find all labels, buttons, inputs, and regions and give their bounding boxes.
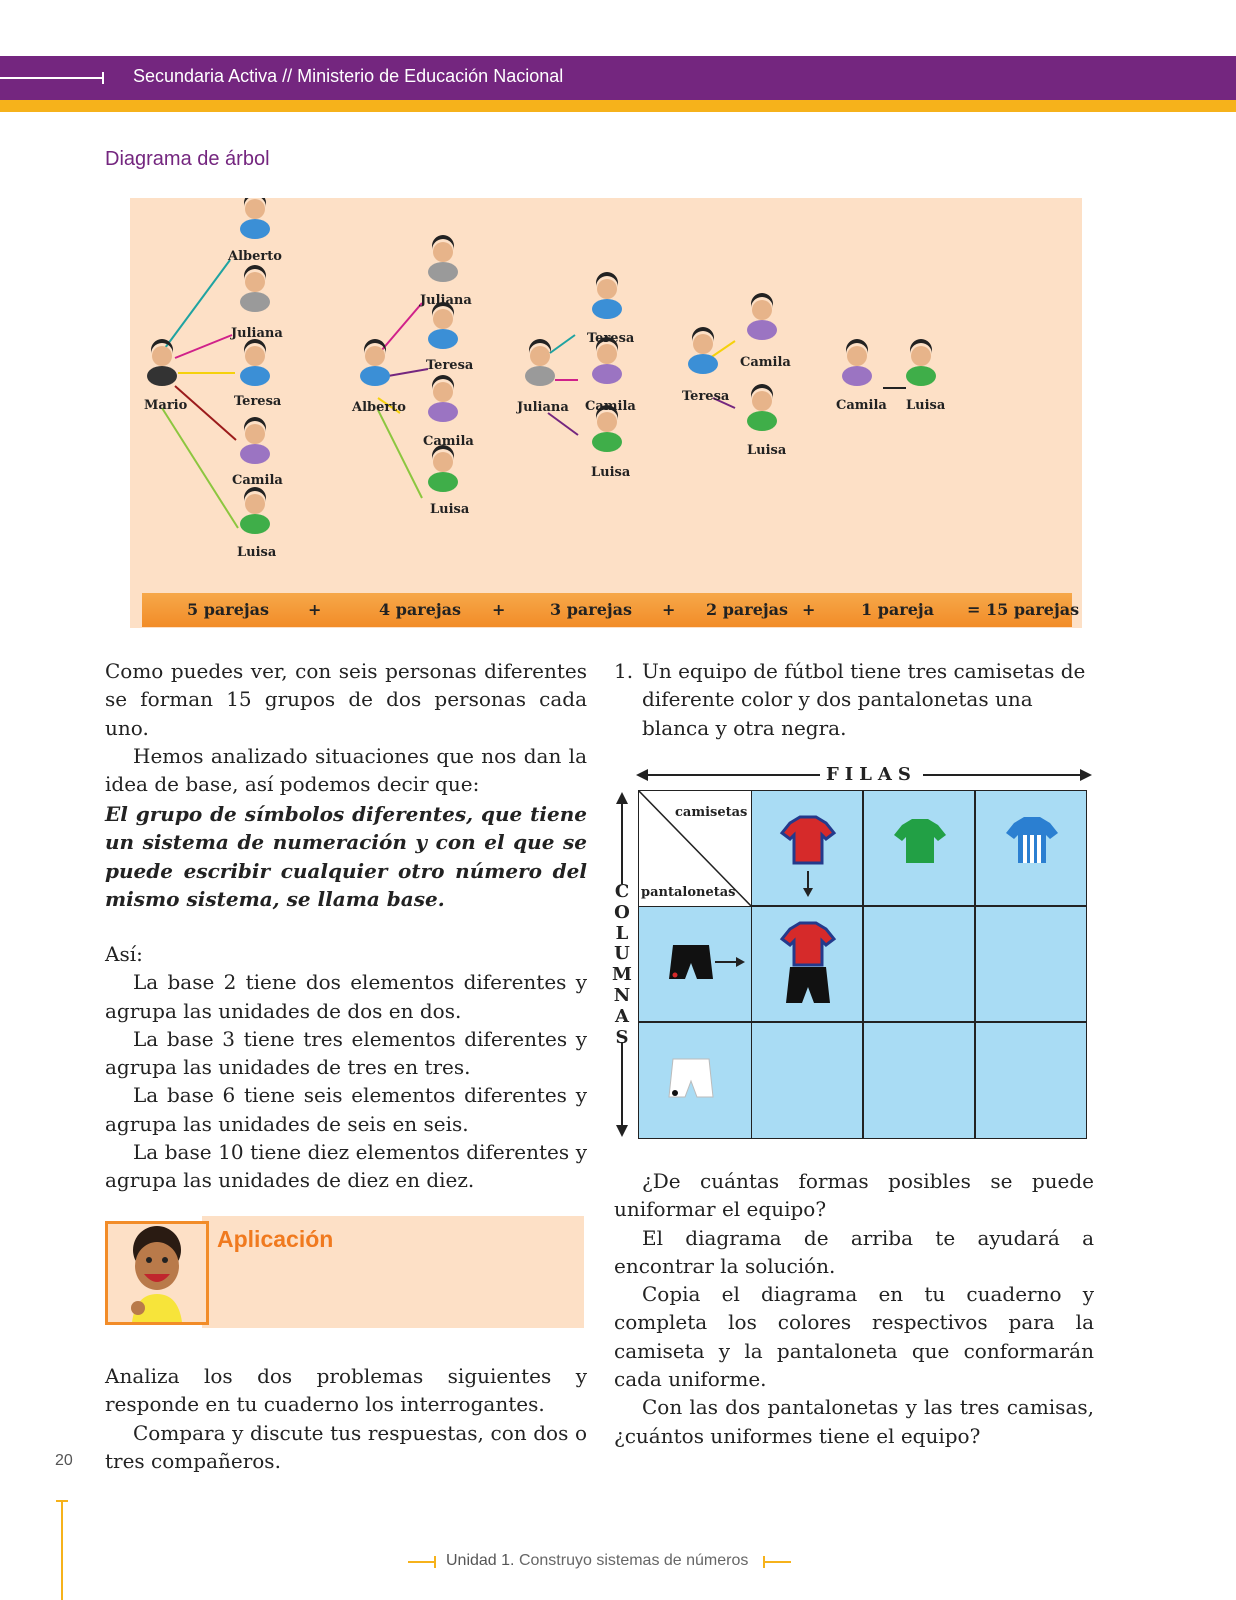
base-definition: El grupo de símbolos diferentes, que tiene un sistema de numeración y con el que se puede escribir cualquier otro número del mismo sistema, se llama base. — [105, 802, 587, 911]
margin-rule-tick — [56, 1500, 68, 1502]
problem-1-questions — [614, 1167, 1094, 1450]
pairs-count: 2 parejas — [706, 600, 789, 619]
grid-corner-cell — [638, 790, 752, 907]
tree-label-child: Luisa — [747, 443, 787, 458]
tree-edges-group-1 — [162, 260, 238, 528]
columnas-letter: C — [614, 881, 630, 902]
uniform-icon — [752, 907, 864, 1023]
tree-label-child: Luisa — [237, 545, 277, 560]
paragraph: Como puedes ver, con seis personas diferentes se forman 15 grupos de dos personas cada uno. — [105, 659, 587, 740]
aplicacion-avatar-box — [105, 1221, 209, 1325]
footer-rule-right — [763, 1561, 791, 1563]
columnas-letter: M — [612, 964, 632, 986]
red-shirt-icon — [752, 791, 864, 907]
page-number: 20 — [55, 1452, 73, 1469]
tree-label-root-5: Camila — [836, 398, 887, 413]
base-examples — [105, 940, 587, 1195]
empty-cell — [863, 1022, 975, 1139]
paragraph: Hemos analizado situaciones que nos dan la idea de base, así podemos decir que: — [105, 743, 587, 797]
header-accent-stripe — [0, 100, 1236, 112]
problem-number: 1. — [614, 659, 634, 683]
paragraph: La base 6 tiene seis elementos diferentes y agrupa las unidades de seis en seis. — [105, 1083, 587, 1136]
tree-label-child: Camila — [740, 355, 791, 370]
black-shorts-icon — [639, 907, 753, 1023]
tree-label-child: Camila — [232, 473, 283, 488]
columnas-letter: S — [615, 1026, 629, 1048]
paragraph: Copia el diagrama en tu cuaderno y completa los colores respectivos para la camiseta y la pantaloneta que conformarán cada uniforme. — [614, 1282, 1094, 1392]
aplicacion-instructions — [105, 1362, 587, 1475]
tree-label-child: Luisa — [591, 465, 631, 480]
columnas-letter: L — [615, 922, 629, 944]
plus-sign: + — [802, 600, 816, 619]
child-character-icon — [108, 1224, 206, 1322]
tree-label-child: Juliana — [231, 326, 283, 341]
intro-text — [105, 657, 587, 798]
plus-sign: + — [308, 600, 322, 619]
corner-label-pantalonetas: pantalonetas — [641, 885, 736, 900]
section-title: Diagrama de árbol — [105, 148, 270, 170]
tree-label-child: Alberto — [228, 249, 282, 264]
header-rule-tick — [102, 72, 104, 84]
tree-edges-group-3 — [548, 335, 578, 435]
footer-title: Construyo sistemas de números — [518, 1552, 749, 1569]
header-title: Secundaria Activa // Ministerio de Educación Nacional — [133, 66, 564, 86]
plus-sign: + — [662, 600, 676, 619]
margin-rule — [61, 1500, 63, 1600]
pairs-count: 5 parejas — [187, 600, 270, 619]
tree-label-child: Teresa — [234, 394, 282, 409]
shorts-white-cell — [638, 1022, 752, 1139]
footer-tick-left — [434, 1556, 436, 1568]
striped-shirt-icon — [976, 791, 1088, 907]
paragraph: ¿De cuántas formas posibles se puede uniformar el equipo? — [614, 1169, 1094, 1222]
columnas-letter: O — [614, 901, 630, 923]
tree-label-child: Camila — [423, 434, 474, 449]
columnas-letter: U — [614, 943, 630, 965]
pairs-count: 3 parejas — [550, 600, 633, 619]
tree-label-child: Luisa — [430, 502, 470, 517]
tree-diagram-panel — [130, 198, 1082, 628]
pairs-count: 1 pareja — [861, 600, 935, 619]
empty-cell — [975, 1022, 1087, 1139]
paragraph: Así: — [105, 942, 143, 966]
paragraph: Con las dos pantalonetas y las tres camisas, ¿cuántos uniformes tiene el equipo? — [614, 1395, 1094, 1448]
green-shirt-icon — [864, 791, 976, 907]
shirt-green-cell — [863, 790, 975, 906]
footer-rule-left — [408, 1561, 436, 1563]
tree-label-root-3: Juliana — [517, 400, 569, 415]
paragraph: La base 3 tiene tres elementos diferentes y agrupa las unidades de tres en tres. — [105, 1026, 587, 1080]
shorts-black-cell — [638, 906, 752, 1022]
tree-label-child: Teresa — [426, 358, 474, 373]
tree-label-child: Camila — [585, 399, 636, 414]
header-rule — [0, 77, 104, 79]
filas-label: FILAS — [820, 764, 923, 785]
footer-unit: Unidad 1. — [446, 1552, 515, 1569]
paragraph: La base 2 tiene dos elementos diferentes y agrupa las unidades de dos en dos. — [105, 970, 587, 1023]
white-shorts-icon — [639, 1023, 753, 1140]
empty-cell — [751, 1022, 863, 1139]
paragraph: La base 10 tiene diez elementos diferentes y agrupa las unidades de diez en diez. — [105, 1140, 587, 1193]
paragraph: El diagrama de arriba te ayudará a encontrar la solución. — [614, 1225, 1094, 1278]
tree-label-child: Juliana — [420, 293, 472, 308]
tree-label-child: Luisa — [906, 398, 946, 413]
plus-sign: + — [492, 600, 506, 619]
tree-label-root-2: Alberto — [352, 400, 406, 415]
pairs-sum-bar — [142, 593, 1080, 627]
paragraph: Un equipo de fútbol tiene tres camisetas de diferente color y dos pantalonetas una blanca y otra negra. — [642, 659, 1086, 740]
columnas-label — [612, 882, 632, 1048]
problem-1 — [614, 657, 1094, 742]
tree-label-root-4: Teresa — [682, 389, 730, 404]
columnas-letter: N — [613, 984, 631, 1006]
tree-label-root-1: Mario — [144, 398, 188, 413]
pairs-total: = 15 parejas — [967, 600, 1080, 619]
uniform-grid — [638, 790, 1090, 1141]
shirt-striped-cell — [975, 790, 1087, 906]
shirt-red-cell — [751, 790, 863, 906]
tree-label-child: Teresa — [587, 331, 635, 346]
columnas-letter: A — [615, 1005, 629, 1027]
paragraph: Compara y discute tus respuestas, con dos o tres compañeros. — [105, 1420, 587, 1473]
empty-cell — [863, 906, 975, 1022]
pairs-count: 4 parejas — [379, 600, 462, 619]
corner-label-camisetas: camisetas — [675, 805, 748, 820]
uniform-example-cell — [751, 906, 863, 1022]
aplicacion-title: Aplicación — [217, 1226, 334, 1252]
paragraph: Analiza los dos problemas siguientes y responde en tu cuaderno los interrogantes. — [105, 1364, 587, 1417]
footer-text — [446, 1552, 748, 1570]
empty-cell — [975, 906, 1087, 1022]
tree-diagram — [130, 198, 1082, 628]
